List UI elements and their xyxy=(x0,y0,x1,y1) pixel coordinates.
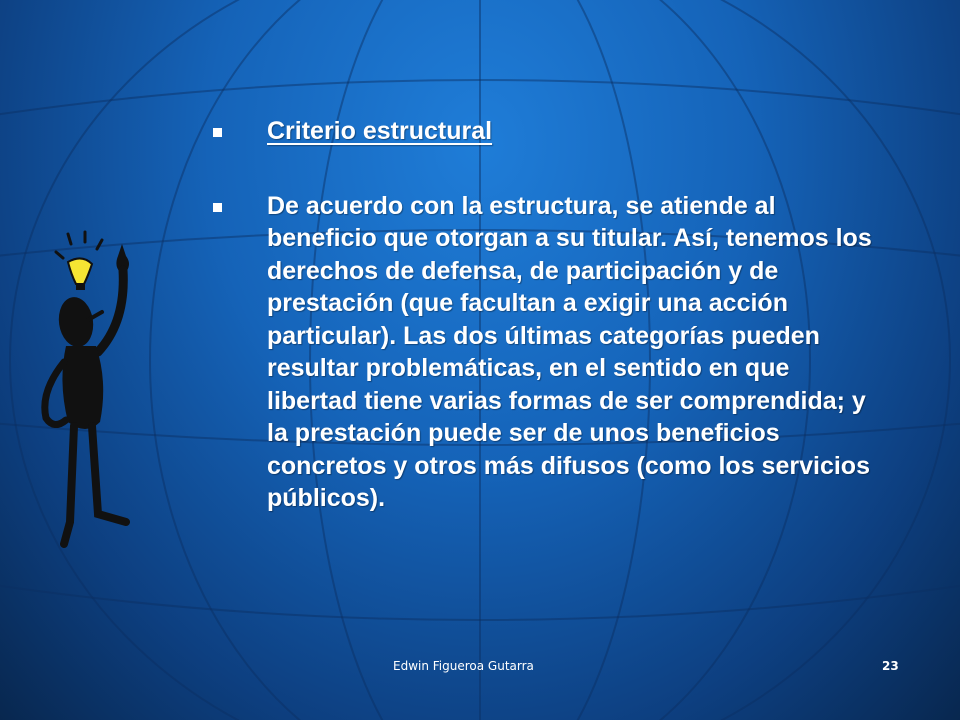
page-number: 23 xyxy=(882,659,899,673)
slide-heading: Criterio estructural xyxy=(267,117,493,145)
stick-figure-idea-lightbulb-icon xyxy=(30,222,150,557)
bullet-item-body xyxy=(205,190,885,515)
bullet-square-icon xyxy=(213,203,222,212)
footer-author: Edwin Figueroa Gutarra xyxy=(393,659,534,673)
bullet-square-icon xyxy=(213,128,222,137)
slide-content xyxy=(205,115,885,515)
slide-body-text: De acuerdo con la estructura, se atiende al beneficio que otorgan a su titular. Así, tenemos los derechos de defensa, de participación y de prestación (que facultan a exigir una acción particular). Las dos últimas categorías pueden resultar problemáticas, en el sentido en que libertad tiene varias formas de ser comprendida; y la prestación puede ser de unos beneficios concretos y otros más difusos (como los servicios públicos). xyxy=(267,191,872,512)
bullet-item-heading xyxy=(205,115,885,148)
